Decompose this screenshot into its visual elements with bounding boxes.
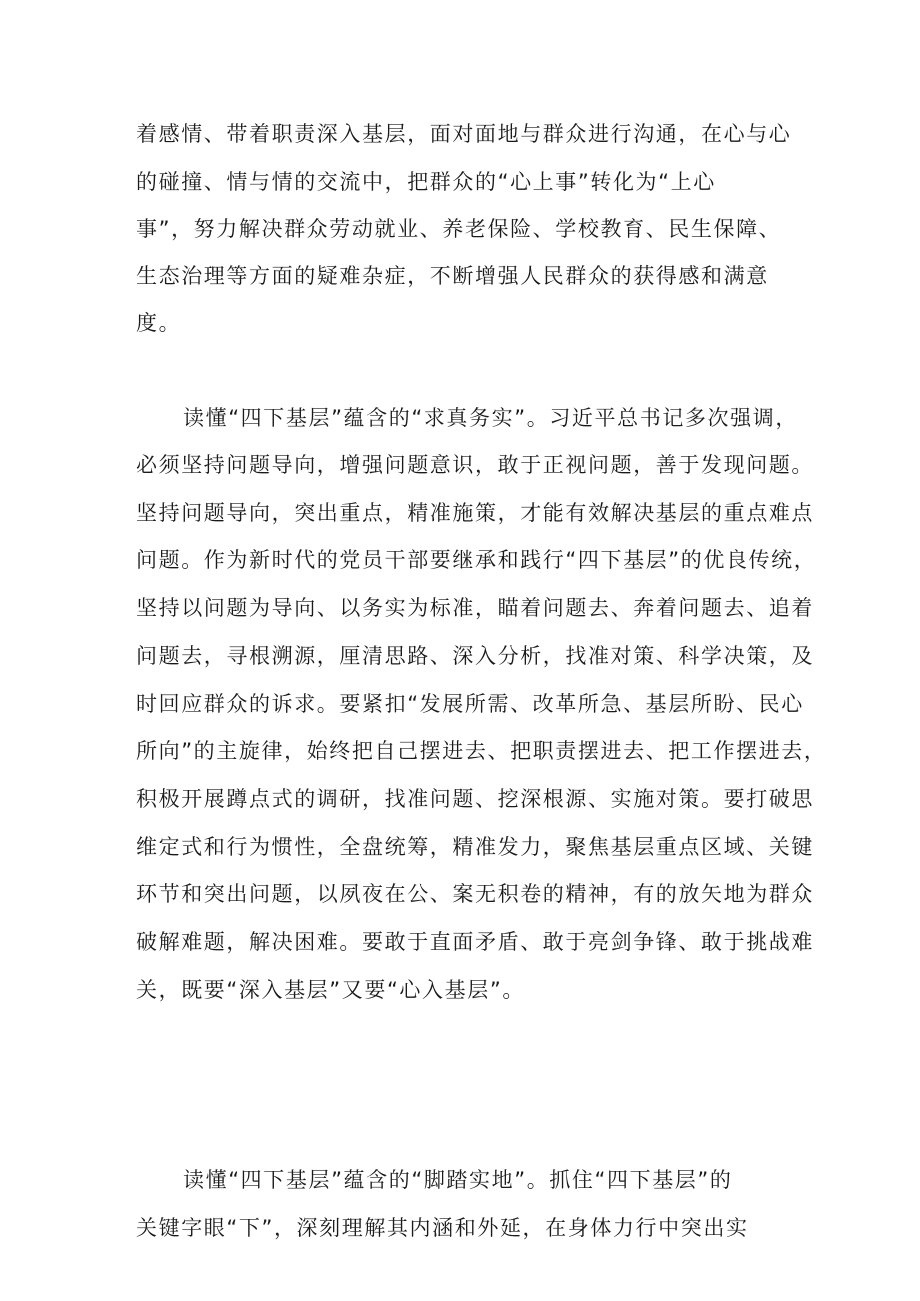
text-line: 坚持问题导向，突出重点，精准施策，才能有效解决基层的重点难点	[136, 501, 814, 525]
text-line: 积极开展蹲点式的调研，找准问题、挖深根源、实施对策。要打破思	[136, 787, 814, 811]
text-line: 度。	[136, 311, 182, 335]
text-line: 的碰撞、情与情的交流中，把群众的“心上事”转化为“上心	[136, 170, 716, 194]
text-line: 环节和突出问题，以夙夜在公、案无积卷的精神，有的放矢地为群众	[136, 882, 814, 906]
text-line: 事”，努力解决群众劳动就业、养老保险、学校教育、民生保障、	[136, 217, 782, 241]
text-line: 读懂“四下基层”蕴含的“脚踏实地”。抓住“四下基层”的	[183, 1168, 733, 1192]
text-line: 着感情、带着职责深入基层，面对面地与群众进行沟通，在心与心	[136, 122, 792, 146]
text-line: 读懂“四下基层”蕴含的“求真务实”。习近平总书记多次强调，	[183, 406, 798, 430]
text-line: 问题。作为新时代的党员干部要继承和践行“四下基层”的优良传统，	[136, 548, 817, 572]
text-line: 生态治理等方面的疑难杂症，不断增强人民群众的获得感和满意	[136, 264, 769, 288]
text-line: 破解难题，解决困难。要敢于直面矛盾、敢于亮剑争锋、敢于挑战难	[136, 930, 814, 954]
text-line: 关键字眼“下”，深刻理解其内涵和外延，在身体力行中突出实	[136, 1216, 749, 1240]
text-line: 必须坚持问题导向，增强问题意识，敢于正视问题，善于发现问题。	[136, 453, 814, 477]
text-line: 时回应群众的诉求。要紧扣“发展所需、改革所急、基层所盼、民心	[136, 692, 804, 716]
text-line: 关，既要“深入基层”又要“心入基层”。	[136, 978, 525, 1002]
text-line: 问题去，寻根溯源，厘清思路、深入分析，找准对策、科学决策，及	[136, 644, 814, 668]
text-line: 维定式和行为惯性，全盘统筹，精准发力，聚焦基层重点区域、关键	[136, 835, 814, 859]
text-line: 所向”的主旋律，始终把自己摆进去、把职责摆进去、把工作摆进去，	[136, 739, 827, 763]
text-line: 坚持以问题为导向、以务实为标准，瞄着问题去、奔着问题去、追着	[136, 596, 814, 620]
